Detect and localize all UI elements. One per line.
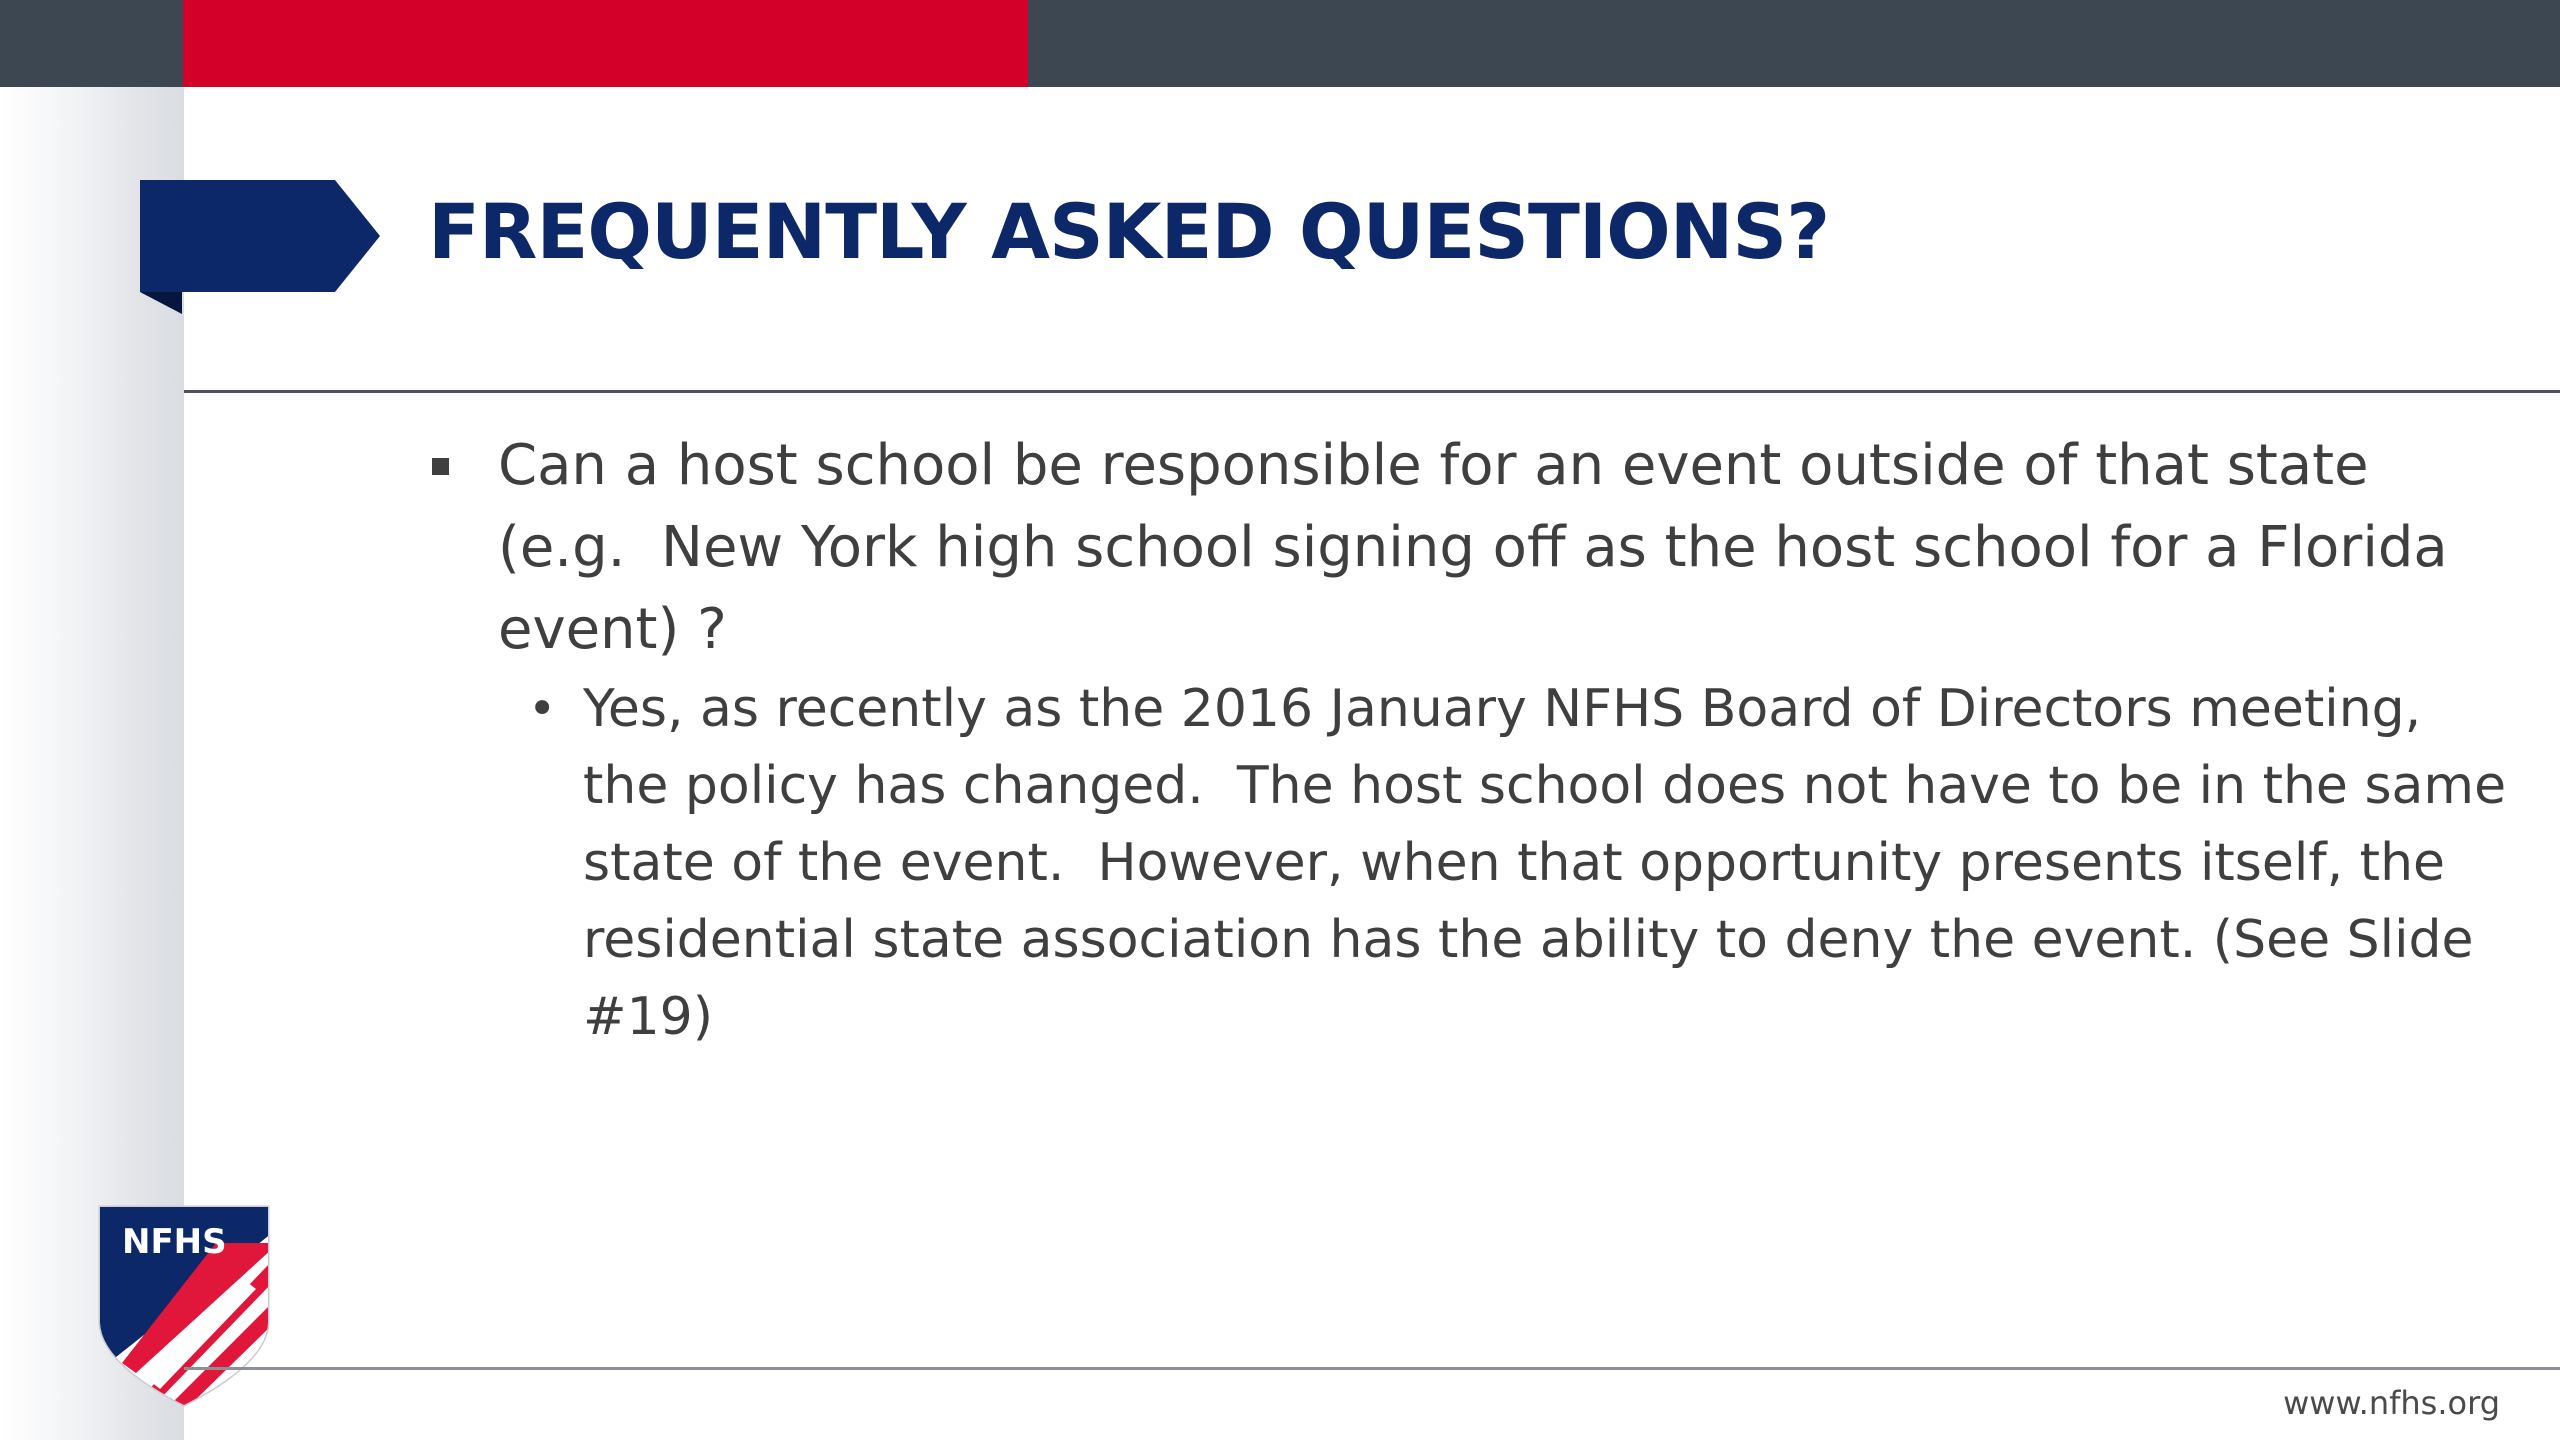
slide-content	[428, 425, 2523, 1056]
top-bar-red-accent	[183, 0, 1028, 87]
title-divider	[184, 390, 2560, 393]
logo-text: NFHS	[122, 1222, 227, 1262]
question-text: Can a host school be responsible for an event outside of that state (e.g. New York high school signing off as the host school for a Florida event) ?	[498, 433, 2466, 662]
round-bullet-icon: •	[528, 681, 557, 737]
footer-divider	[184, 1367, 2560, 1370]
footer-url: www.nfhs.org	[2283, 1384, 2500, 1422]
slide-title: FREQUENTLY ASKED QUESTIONS?	[428, 187, 1830, 276]
question-bullet	[428, 425, 2508, 671]
square-bullet-icon	[432, 458, 449, 475]
answer-text: Yes, as recently as the 2016 January NFHS Board of Directors meeting, the policy has changed. The host school does not have to be in the same state of the event. However, when that opportunity presents itself, the residential state association has the ability to deny the event. (See Slide #19)	[583, 679, 2523, 1047]
answer-bullet	[428, 671, 2523, 1056]
nfhs-shield-logo	[96, 1203, 272, 1409]
title-ribbon-icon	[140, 180, 380, 314]
